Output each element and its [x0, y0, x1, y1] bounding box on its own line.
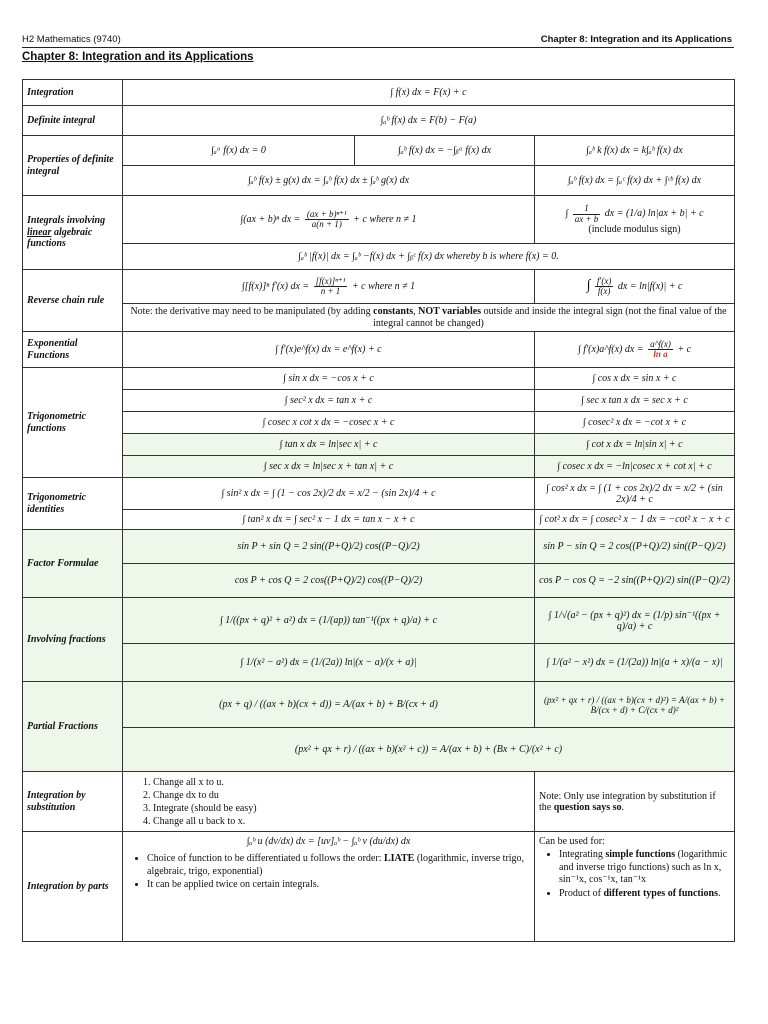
parts-use-2 — [559, 888, 730, 901]
rev2-fraction — [595, 277, 613, 297]
sub-note-a: Note: Only use integration by substitution if the — [539, 790, 716, 813]
rev2-int: ∫ — [586, 277, 591, 293]
parts-bullet-2: • It can be applied twice on certain integrals. — [147, 879, 530, 892]
formula-trig-3a: ∫ cosec x cot x dx = −cosec x + c — [123, 412, 535, 434]
lin2-left: ∫ — [565, 208, 569, 220]
label-parts: Integration by parts — [23, 832, 123, 942]
parts-bullet-1 — [147, 853, 530, 878]
lin1-fraction — [305, 210, 349, 230]
rev1-right: + c where n ≠ 1 — [351, 280, 416, 292]
formula-reverse-log — [535, 270, 735, 304]
parts-right-cell — [535, 832, 735, 942]
lin2-note: (include modulus sign) — [588, 223, 681, 235]
formula-ff-1: sin P + sin Q = 2 sin((P+Q)/2) cos((P−Q)/2) — [123, 530, 535, 564]
parts-r1-a: Integrating — [559, 849, 606, 860]
substitution-step: 4. Change all u back to x. — [153, 815, 530, 828]
row-trig-2 — [23, 390, 735, 412]
parts-r1-c: (logarithmic and inverse trigo functions) such as ln x, sin⁻¹x, cos⁻¹x, tan⁻¹x — [559, 849, 728, 885]
row-trig-5 — [23, 456, 735, 478]
row-partial-1 — [23, 682, 735, 728]
page-title: Chapter 8: Integration and its Applications — [22, 51, 254, 63]
parts-use-1 — [559, 849, 730, 887]
parts-r2-c: . — [717, 887, 721, 899]
label-reverse: Reverse chain rule — [23, 270, 123, 332]
row-factor-1 — [23, 530, 735, 564]
row-linear-1 — [23, 196, 735, 244]
parts-right-title: Can be used for: — [539, 836, 605, 847]
formula-linear-power — [123, 196, 535, 244]
formula-fr-3: ∫ 1/(x² − a²) dx = (1/(2a)) ln|(x − a)/(x + a)| — [123, 644, 535, 682]
formula-modulus: ∫ₐᵇ |f(x)| dx = ∫ₐᵇ −f(x) dx + ∫ᵦᶜ f(x) dx whereby b is where f(x) = 0. — [123, 244, 735, 270]
formula-id-2: ∫ cos² x dx = ∫ (1 + cos 2x)/2 dx = x/2 + (sin 2x)/4 + c — [535, 478, 735, 510]
formula-ff-3: cos P + cos Q = 2 cos((P+Q)/2) cos((P−Q)/2) — [123, 564, 535, 598]
formula-fr-1: ∫ 1/((px + q)² + a²) dx = (1/(ap)) tan⁻¹((px + q)/a) + c — [123, 598, 535, 644]
row-fractions-2 — [23, 644, 735, 682]
parts-b1-c: (logarithmic, inverse trigo, algebraic, trigo, exponential) — [147, 853, 525, 877]
row-trig-1 — [23, 368, 735, 390]
formula-ff-4: cos P − cos Q = −2 sin((P+Q)/2) sin((P−Q)/2) — [535, 564, 735, 598]
row-integration — [23, 80, 735, 106]
row-properties-2 — [23, 166, 735, 196]
row-identities-1 — [23, 478, 735, 510]
parts-b1-a: Choice of function to be differentiated u follows the order: — [147, 853, 384, 864]
formula-pf-3: (px² + qx + r) / ((ax + b)(x² + c)) = A/(ax + b) + (Bx + C)/(x² + c) — [123, 728, 735, 772]
row-partial-2 — [23, 728, 735, 772]
lin1-num: (ax + b)ⁿ⁺¹ — [306, 208, 347, 219]
rev-note-c: , — [413, 305, 419, 317]
sub-note-c: . — [621, 801, 625, 813]
formula-pf-2: (px² + qx + r) / ((ax + b)(cx + d)²) = A/(ax + b) + B/(cx + d) + C/(cx + d)² — [535, 682, 735, 728]
sub-note-b: question says so — [553, 801, 622, 813]
row-exponential — [23, 332, 735, 368]
substitution-steps — [127, 776, 530, 828]
rev2-num: f′(x) — [596, 275, 612, 286]
row-substitution — [23, 772, 735, 832]
row-fractions-1 — [23, 598, 735, 644]
formula-linear-reciprocal — [535, 196, 735, 244]
exp2-den: ln a — [653, 349, 668, 359]
formula-trig-4a: ∫ tan x dx = ln|sec x| + c — [123, 434, 535, 456]
row-parts — [23, 832, 735, 942]
formula-prop-1: ∫ₐᵃ f(x) dx = 0 — [123, 136, 355, 166]
row-factor-2 — [23, 564, 735, 598]
label-linear-a: Integrals involving — [27, 215, 106, 227]
substitution-step: 2. Change dx to du — [153, 789, 530, 802]
formula-trig-1b: ∫ cos x dx = sin x + c — [535, 368, 735, 390]
label-linear — [23, 196, 123, 270]
label-trig-identities: Trigonometric identities — [23, 478, 123, 530]
exp2-left: ∫ f′(x)a^f(x) dx = — [577, 343, 644, 355]
row-linear-2 — [23, 244, 735, 270]
lin1-den: a(n + 1) — [311, 219, 342, 229]
formula-pf-1: (px + q) / ((ax + b)(cx + d)) = A/(ax + b) + B/(cx + d) — [123, 682, 535, 728]
substitution-step: 3. Integrate (should be easy) — [153, 802, 530, 815]
label-trig: Trigonometric functions — [23, 368, 123, 478]
lin2-right: dx = (1/a) ln|ax + b| + c — [604, 208, 704, 220]
formula-prop-2: ∫ₐᵇ f(x) dx = −∫ᵦᵃ f(x) dx — [355, 136, 535, 166]
parts-formula: ∫ₐᵇ u (dv/dx) dx = [uv]ₐᵇ − ∫ₐᵇ v (du/dx) dx — [246, 836, 411, 847]
row-trig-3 — [23, 412, 735, 434]
lin2-den: ax + b — [574, 213, 599, 224]
lin2-num: 1 — [573, 204, 601, 214]
formula-prop-5: ∫ₐᵇ f(x) dx = ∫ₐᶜ f(x) dx + ∫ᶜᵇ f(x) dx — [535, 166, 735, 196]
substitution-step: 1. Change all x to u. — [153, 776, 530, 789]
parts-r1-b: simple functions — [605, 849, 676, 860]
label-factor: Factor Formulae — [23, 530, 123, 598]
row-definite — [23, 106, 735, 136]
parts-b1-b: LIATE — [383, 853, 415, 864]
course-code: H2 Mathematics (9740) — [22, 34, 121, 45]
row-properties-1 — [23, 136, 735, 166]
label-partial: Partial Fractions — [23, 682, 123, 772]
rev-note-d: NOT variables — [418, 305, 482, 317]
formula-prop-4: ∫ₐᵇ f(x) ± g(x) dx = ∫ₐᵇ f(x) dx ± ∫ₐᵇ g(x) dx — [123, 166, 535, 196]
lin1-right: + c where n ≠ 1 — [353, 213, 417, 225]
rev-note-e: outside and inside the integral sign (not the final value of the integral cannot be changed) — [373, 305, 727, 329]
formula-fr-2: ∫ 1/√(a² − (px + q)²) dx = (1/p) sin⁻¹((px + q)/a) + c — [535, 598, 735, 644]
formula-exp-2 — [535, 332, 735, 368]
formula-trig-5b: ∫ cosec x dx = −ln|cosec x + cot x| + c — [535, 456, 735, 478]
exp2-fraction — [648, 340, 673, 360]
label-definite: Definite integral — [23, 106, 123, 136]
label-exponential: Exponential Functions — [23, 332, 123, 368]
rev1-den: n + 1 — [320, 286, 341, 296]
exp2-right: + c — [677, 343, 692, 355]
label-properties: Properties of definite integral — [23, 136, 123, 196]
row-reverse-1 — [23, 270, 735, 304]
rev1-num: [f(x)]ⁿ⁺¹ — [315, 275, 346, 286]
rev2-right: dx = ln|f(x)| + c — [617, 280, 683, 292]
parts-r2-b: different types of functions — [603, 887, 718, 899]
rev-note-a: Note: the derivative may need to be manipulated (by adding — [130, 305, 374, 317]
parts-bullets — [127, 853, 530, 892]
formula-integration: ∫ f(x) dx = F(x) + c — [123, 80, 735, 106]
rev-note-b: constants — [373, 305, 414, 317]
label-substitution: Integration by substitution — [23, 772, 123, 832]
formula-trig-3b: ∫ cosec² x dx = −cot x + c — [535, 412, 735, 434]
row-reverse-2 — [23, 304, 735, 332]
formula-trig-2b: ∫ sec x tan x dx = sec x + c — [535, 390, 735, 412]
formula-trig-1a: ∫ sin x dx = −cos x + c — [123, 368, 535, 390]
formula-trig-2a: ∫ sec² x dx = tan x + c — [123, 390, 535, 412]
label-fractions: Involving fractions — [23, 598, 123, 682]
parts-uses — [539, 849, 730, 900]
formula-ff-2: sin P − sin Q = 2 cos((P+Q)/2) sin((P−Q)/2) — [535, 530, 735, 564]
formula-trig-4b: ∫ cot x dx = ln|sin x| + c — [535, 434, 735, 456]
formula-exp-1: ∫ f′(x)e^f(x) dx = e^f(x) + c — [123, 332, 535, 368]
formula-id-4: ∫ cot² x dx = ∫ cosec² x − 1 dx = −cot² x − x + c — [535, 510, 735, 530]
substitution-steps-cell — [123, 772, 535, 832]
lin1-left: ∫(ax + b)ⁿ dx = — [240, 213, 301, 225]
label-linear-b: linear — [27, 226, 52, 238]
substitution-note — [535, 772, 735, 832]
label-integration: Integration — [23, 80, 123, 106]
label-linear-c: algebraic functions — [27, 226, 93, 250]
formula-reverse-power — [123, 270, 535, 304]
parts-left-cell — [123, 832, 535, 942]
header-rule — [22, 47, 734, 48]
formula-id-1: ∫ sin² x dx = ∫ (1 − cos 2x)/2 dx = x/2 − (sin 2x)/4 + c — [123, 478, 535, 510]
row-trig-4 — [23, 434, 735, 456]
rev1-left: ∫[f(x)]ⁿ f′(x) dx = — [241, 280, 310, 292]
reverse-note — [123, 304, 735, 332]
formula-definite: ∫ₐᵇ f(x) dx = F(b) − F(a) — [123, 106, 735, 136]
row-identities-2 — [23, 510, 735, 530]
formula-id-3: ∫ tan² x dx = ∫ sec² x − 1 dx = tan x − x + c — [123, 510, 535, 530]
exp2-num: a^f(x) — [650, 338, 671, 349]
chapter-header: Chapter 8: Integration and its Applications — [540, 34, 732, 45]
formula-prop-3: ∫ₐᵇ k f(x) dx = k∫ₐᵇ f(x) dx — [535, 136, 735, 166]
rev2-den: f(x) — [597, 286, 611, 296]
formula-trig-5a: ∫ sec x dx = ln|sec x + tan x| + c — [123, 456, 535, 478]
formula-fr-4: ∫ 1/(a² − x²) dx = (1/(2a)) ln|(a + x)/(a − x)| — [535, 644, 735, 682]
rev1-fraction — [314, 277, 348, 297]
parts-r2-a: Product of — [559, 887, 604, 899]
lin2-fraction — [573, 204, 601, 224]
formula-table — [22, 79, 735, 942]
